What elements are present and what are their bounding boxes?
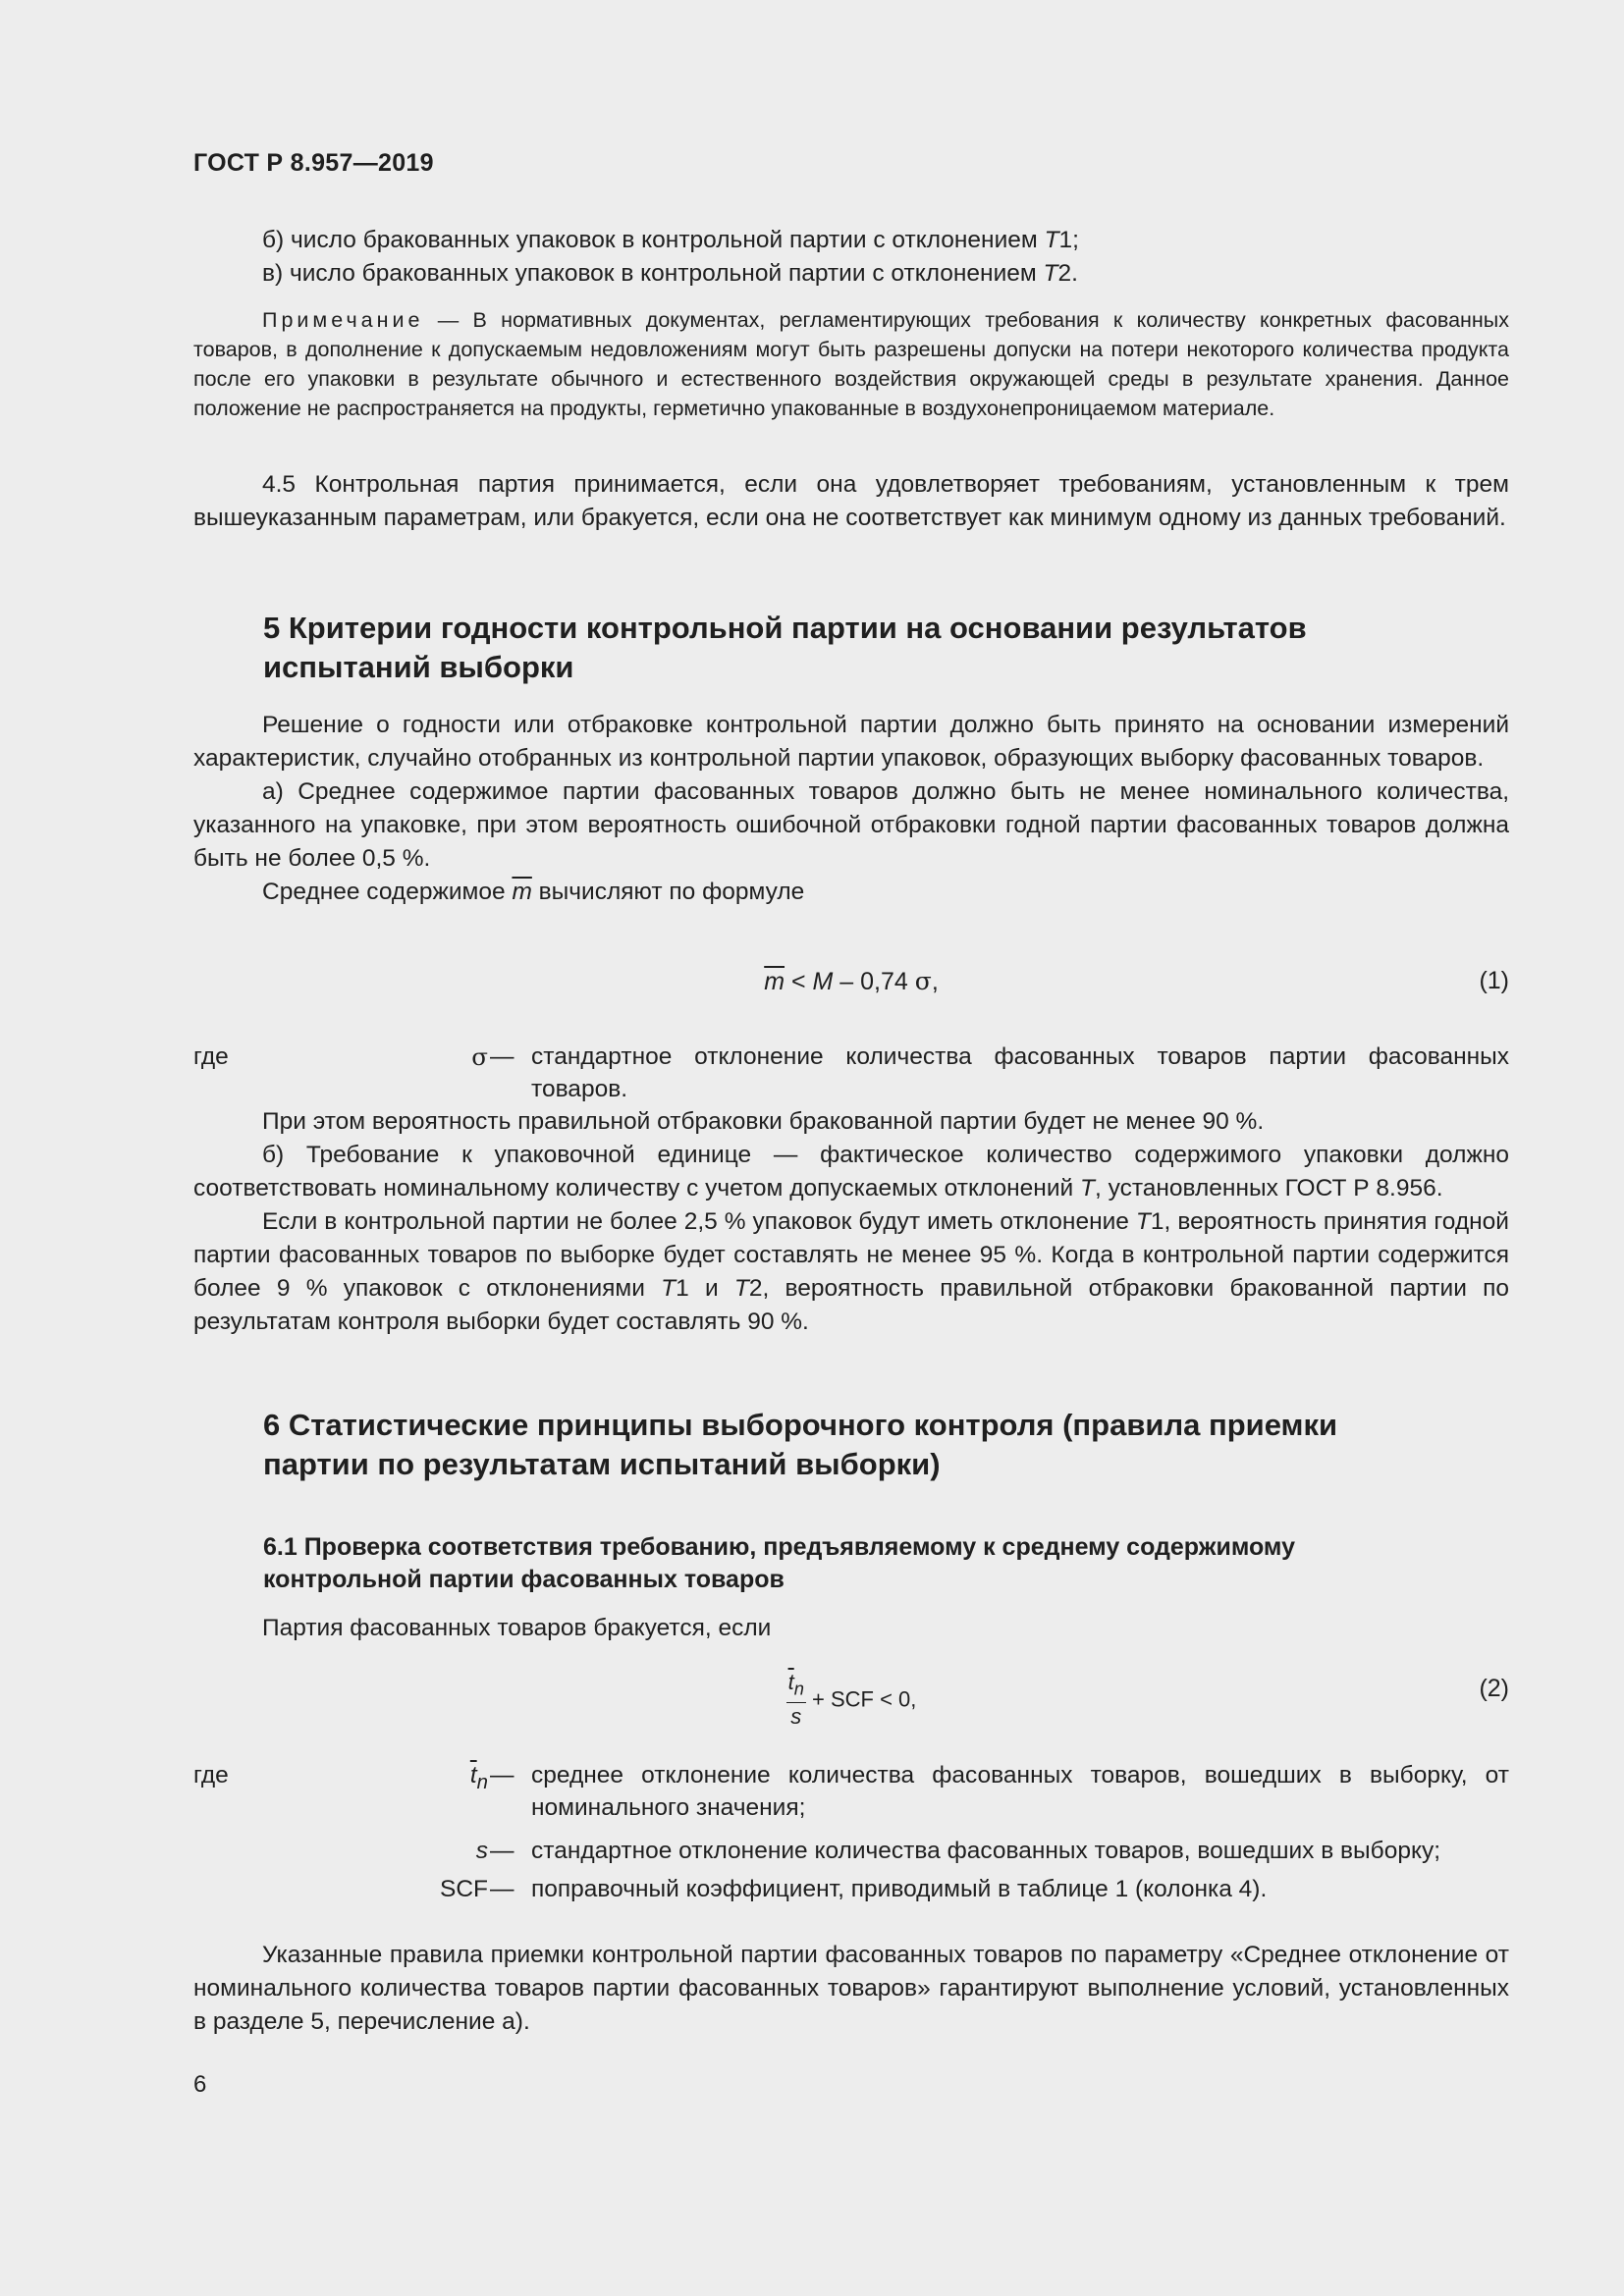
note-block [193,305,1509,423]
page-number: 6 [193,2071,207,2098]
section-5-probability: При этом вероятность правильной отбраковки бракованной партии будет не менее 90 %. [262,1108,1265,1135]
formula-2 [193,1669,1509,1739]
section-5-heading: 5 Критерии годности контрольной партии на основании результатов испытаний выборки [263,611,1307,684]
legend-text: поправочный коэффициент, приводимый в таблице 1 (колонка 4). [531,1876,1268,1902]
formula-1 [193,967,1509,1006]
legend-symbol: σ [471,1042,488,1071]
section-5-formula-intro: Среднее содержимое $\overline{m}$ вычисляют по формуле [262,879,805,905]
section-6-heading: 6 Статистические принципы выборочного контроля (правила приемки партии по результатам испытаний выборки) [263,1408,1338,1481]
section-5-item-a: а) Среднее содержимое партии фасованных товаров должно быть не менее номинального количества, указанного на упаковке, при этом вероятность ошибочной отбраковки годной партии фасованных товаров должна быть не более 0,5 %. [193,778,1509,872]
legend-text: стандартное отклонение количества фасованных товаров партии фасованных товаров. [531,1043,1509,1102]
legend-dash: — [490,1838,514,1864]
clause-4-5-text: 4.5 Контрольная партия принимается, если она удовлетворяет требованиям, установленным к трем вышеуказанным параметрам, или бракуется, если она не соответствует как минимум одному из данных требований. [193,471,1509,531]
legend-text: среднее отклонение количества фасованных товаров, вошедших в выборку, от номинального значения; [531,1762,1509,1821]
clause-4-5 [193,468,1509,535]
where-label: где [193,1043,229,1070]
subsection-6-1-heading: 6.1 Проверка соответствия требованию, предъявляемому к среднему содержимому контрольной партии фасованных товаров [263,1533,1296,1593]
note-paragraph: Примечание — В нормативных документах, регламентирующих требования к количеству конкретных фасованных товаров, в дополнение к допускаемым недовложениям могут быть разрешены допуски на потери некоторого количества продукта после его упаковки в результате обычного и естественного воздействия окружающей среды в результате хранения. Данное положение не распространяется на продукты, герметично упакованные в воздухонепроницаемом материале. [193,308,1509,420]
note-label: Примечание [262,308,424,332]
legend-symbol: $\overline{t}_n$ [469,1762,488,1793]
section-5-body-continued [193,1105,1509,1339]
legend-text: стандартное отклонение количества фасованных товаров, вошедших в выборку; [531,1838,1440,1864]
section-5-acceptance: Если в контрольной партии не более 2,5 % упаковок будут иметь отклонение T1, вероятность принятия годной партии фасованных товаров по выборке будет составлять не менее 95 %. Когда в контрольной партии содержится более 9 % упаковок с отклонениями T1 и T2, вероятность правильной отбраковки бракованной партии по результатам контроля выборки будет составлять 90 %. [193,1208,1509,1335]
formula-2-expression: $\frac{\overline{t}_n}{s}$ + SCF < 0, [787,1670,917,1730]
formula-1-number: (1) [1479,967,1509,994]
list-item-b: б) число бракованных упаковок в контрольной партии с отклонением T1; [262,227,1079,253]
section-6-intro [193,1612,1509,1645]
legend-s [193,1835,1509,1868]
section-6-conclusion [193,1939,1509,2039]
section-5-item-b: б) Требование к упаковочной единице — фактическое количество содержимого упаковки должно соответствовать номинальному количеству с учетом допускаемых отклонений T, установленных ГОСТ Р 8.956. [193,1142,1509,1201]
legend-dash: — [490,1876,514,1902]
legend-tn [193,1759,1509,1828]
legend-dash: — [490,1762,514,1789]
legend-sigma [193,1041,1509,1102]
list-item-v: в) число бракованных упаковок в контрольной партии с отклонением T2. [262,260,1078,287]
formula-2-number: (2) [1479,1675,1509,1702]
list-block [193,224,1509,291]
where-label: где [193,1762,229,1789]
section-6-conclusion-text: Указанные правила приемки контрольной партии фасованных товаров по параметру «Среднее отклонение от номинального количества товаров партии фасованных товаров» гарантируют выполнение условий, установленных в разделе 5, перечисление а). [193,1942,1509,2035]
section-5-body [193,709,1509,909]
formula-2-fraction: $\frac{\overline{t}_n}{s}$ [787,1670,804,1730]
legend-scf [193,1873,1509,1906]
legend-symbol: SCF [440,1876,488,1902]
section-6-rejection-rule: Партия фасованных товаров бракуется, если [262,1615,772,1641]
legend-symbol: s [475,1838,488,1864]
document-id: ГОСТ Р 8.957—2019 [193,149,434,177]
legend-dash: — [490,1043,514,1070]
section-5-paragraph-1: Решение о годности или отбраковке контрольной партии должно быть принято на основании измерений характеристик, случайно отобранных из контрольной партии упаковок, образующих выборку фасованных товаров. [193,712,1509,772]
formula-1-expression: $\overline{m} < M - 0,74$ σ, [764,967,939,995]
